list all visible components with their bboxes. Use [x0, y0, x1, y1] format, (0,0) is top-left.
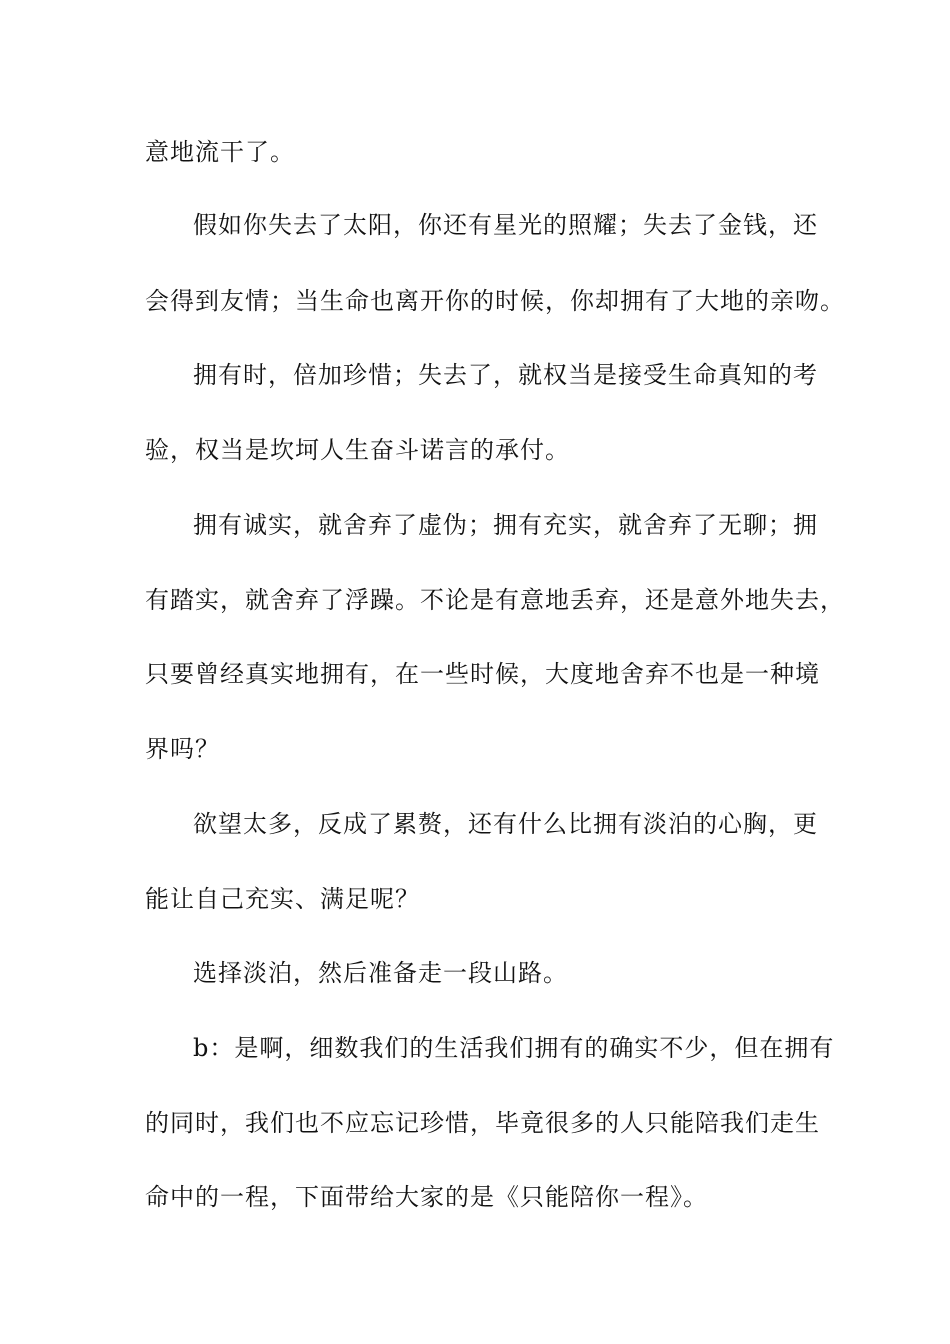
- paragraph-first-line: 拥有时，倍加珍惜；失去了，就权当是接受生命真知的考: [193, 361, 818, 389]
- paragraph-first-line: b：是啊，细数我们的生活我们拥有的确实不少，但在拥有: [193, 1034, 835, 1062]
- paragraph-first-line: 欲望太多，反成了累赘，还有什么比拥有淡泊的心胸，更: [193, 810, 818, 838]
- paragraph-first-line: 拥有诚实，就舍弃了虚伪；拥有充实，就舍弃了无聊；拥: [193, 511, 818, 539]
- text-line: 能让自己充实、满足呢？: [145, 885, 420, 913]
- text-line: 命中的一程，下面带给大家的是《只能陪你一程》。: [145, 1183, 708, 1211]
- text-line: 只要曾经真实地拥有，在一些时候，大度地舍弃不也是一种境: [145, 660, 820, 688]
- text-line: 有踏实，就舍弃了浮躁。不论是有意地丢弃，还是意外地失去，: [145, 586, 845, 614]
- text-line: 意地流干了。: [145, 138, 295, 166]
- text-line: 会得到友情；当生命也离开你的时候，你却拥有了大地的亲吻。: [145, 287, 845, 315]
- paragraph-first-line: 选择淡泊，然后准备走一段山路。: [193, 959, 568, 987]
- paragraph-first-line: 假如你失去了太阳，你还有星光的照耀；失去了金钱，还: [193, 211, 818, 239]
- text-line: 界吗？: [145, 735, 220, 763]
- text-line: 验，权当是坎坷人生奋斗诺言的承付。: [145, 436, 570, 464]
- text-line: 的同时，我们也不应忘记珍惜，毕竟很多的人只能陪我们走生: [145, 1109, 820, 1137]
